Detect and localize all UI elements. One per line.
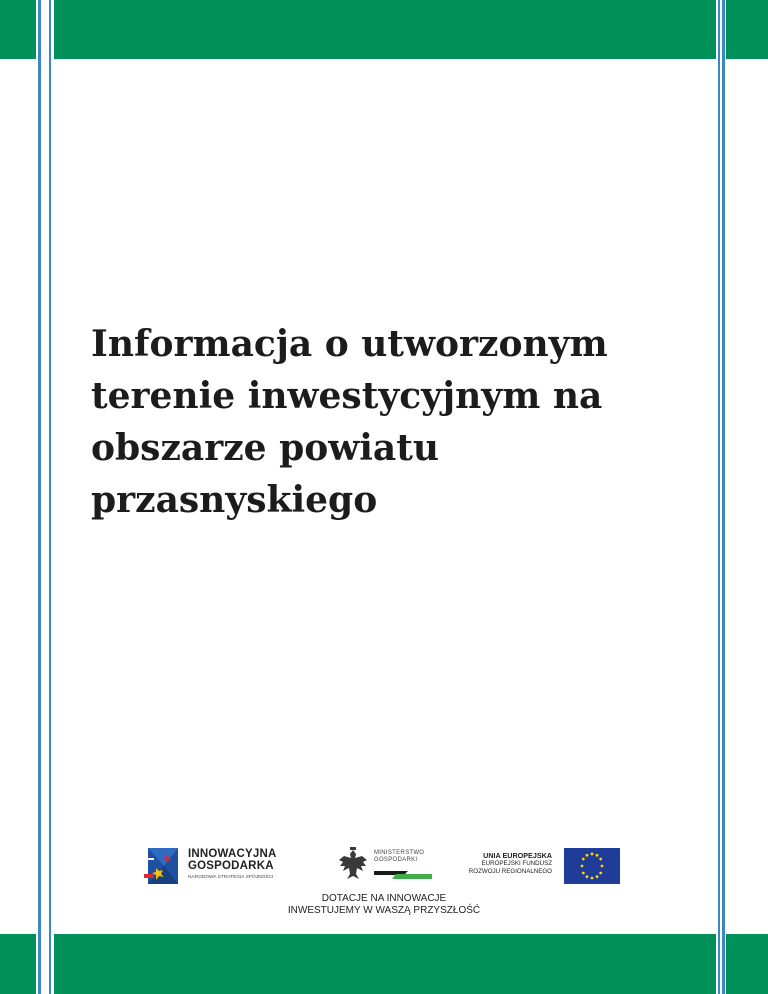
bottom-band-left [0, 934, 36, 994]
eu-line2: EUROPEJSKI FUNDUSZ ROZWOJU REGIONALNEGO [468, 860, 552, 875]
sponsor-logos [140, 840, 640, 892]
innowacyjna-name: INNOWACYJNA GOSPODARKA [188, 848, 277, 872]
funding-motto [0, 893, 768, 917]
polish-eagle-icon [336, 846, 370, 886]
eu-text [460, 851, 552, 876]
top-band [54, 0, 716, 59]
eu-flag-icon [564, 848, 620, 884]
left-border-rule [38, 0, 41, 994]
innowacyjna-subtitle: NARODOWA STRATEGIA SPÓJNOŚCI [188, 875, 274, 880]
document-title: Informacja o utworzonym terenie inwestycyjnym na obszarze powiatu przasnyskiego [91, 323, 608, 521]
bottom-band [54, 934, 716, 994]
innowacyjna-flag-icon [144, 844, 184, 888]
top-band-right [726, 0, 768, 59]
right-border-rule-inner [718, 0, 720, 994]
motto-line1: DOTACJE NA INNOWACJE [321, 893, 447, 904]
top-band-left [0, 0, 36, 59]
unia-europejska-logo [460, 848, 630, 888]
ministerstwo-gospodarki-logo [336, 846, 436, 886]
ministerstwo-stripes-icon [374, 868, 432, 880]
motto-line2: INWESTUJEMY W WASZĄ PRZYSZŁOŚĆ [287, 905, 481, 916]
eu-line1: UNIA EUROPEJSKA [483, 851, 552, 860]
right-border-rule [722, 0, 725, 994]
left-border-rule-inner [49, 0, 51, 994]
bottom-band-right [726, 934, 768, 994]
ministerstwo-name: MINISTERSTWO GOSPODARKI [374, 850, 425, 863]
innowacyjna-gospodarka-logo [144, 842, 304, 890]
